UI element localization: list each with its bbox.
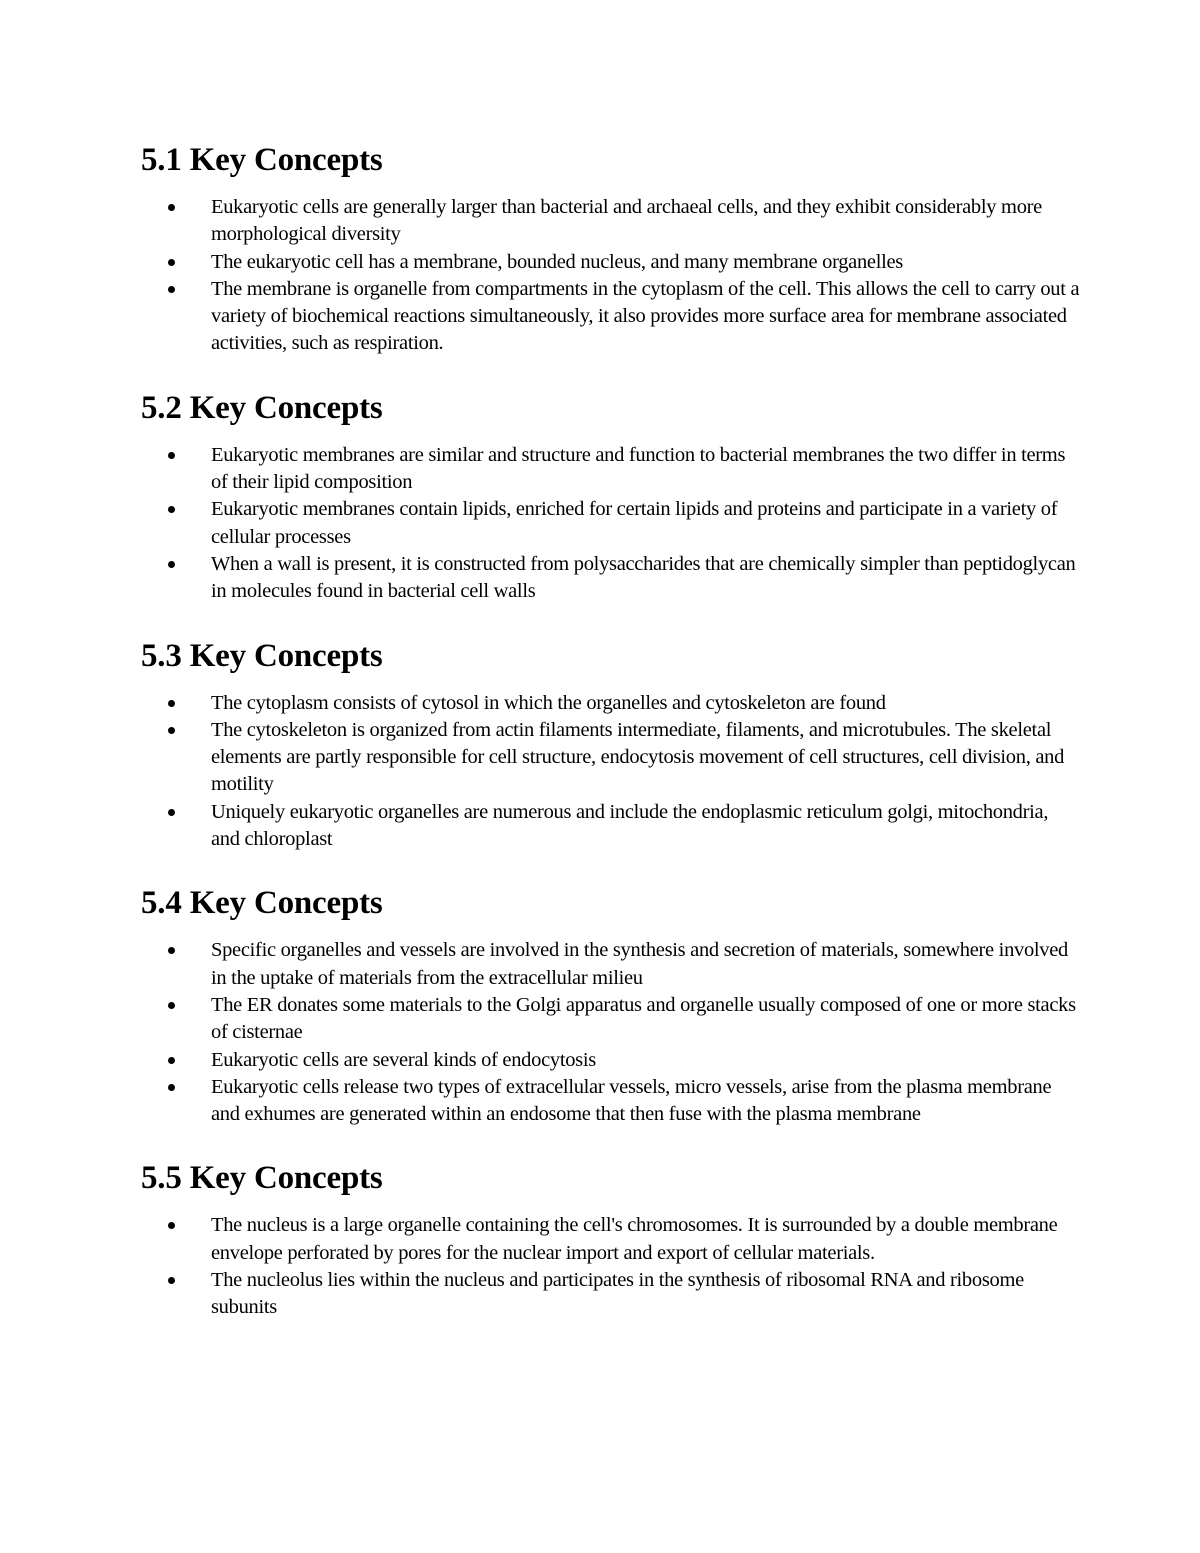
list-item [141, 690, 1081, 717]
list-item-text: Eukaryotic cells are several kinds of endocytosis [211, 1048, 596, 1071]
list-item [141, 194, 1081, 249]
bullet-icon [168, 1084, 175, 1091]
bullet-list [141, 937, 1081, 1128]
list-item-text: Eukaryotic membranes are similar and structure and function to bacterial membranes the two differ in terms of their lipid composition [211, 443, 1066, 494]
section-heading: 5.4 Key Concepts [141, 885, 383, 922]
bullet-icon [168, 1222, 175, 1229]
list-item-text: The nucleus is a large organelle containing the cell's chromosomes. It is surrounded by a double membrane envelope perforated by pores for the nuclear import and export of cellular materials. [211, 1214, 1058, 1264]
bullet-icon [168, 1057, 175, 1064]
list-item-text: Specific organelles and vessels are involved in the synthesis and secretion of materials, somewhere involved in the uptake of materials from the extracellular milieu [211, 939, 1069, 989]
list-item-text: Eukaryotic membranes contain lipids, enriched for certain lipids and proteins and participate in a variety of cellular processes [211, 498, 1058, 548]
section-heading: 5.2 Key Concepts [141, 389, 383, 426]
bullet-icon [168, 286, 175, 293]
list-item-text: The ER donates some materials to the Golgi apparatus and organelle usually composed of one or more stacks of cisternae [211, 993, 1076, 1044]
list-item [141, 249, 1081, 276]
bullet-icon [168, 1277, 175, 1284]
list-item-text: Uniquely eukaryotic organelles are numerous and include the endoplasmic reticulum golgi, mitochondria, and chloroplast [211, 800, 1049, 851]
list-item [141, 799, 1081, 854]
list-item-text: Eukaryotic cells release two types of extracellular vessels, micro vessels, arise from the plasma membrane and exhumes are generated within an endosome that then fuse with the plasma membrane [211, 1075, 1052, 1126]
section-heading: 5.1 Key Concepts [141, 142, 383, 178]
list-item [141, 496, 1081, 551]
list-item-text: Eukaryotic cells are generally larger than bacterial and archaeal cells, and they exhibit considerably more morphological diversity [211, 196, 1042, 246]
section-heading: 5.3 Key Concepts [141, 637, 383, 674]
section-5-3 [141, 634, 1081, 854]
list-item [141, 992, 1081, 1047]
list-item-text: When a wall is present, it is constructed from polysaccharides that are chemically simpler than peptidoglycan in molecules found in bacterial cell walls [211, 552, 1076, 603]
list-item [141, 551, 1081, 606]
section-5-2 [141, 386, 1081, 606]
bullet-list [141, 1212, 1081, 1321]
section-heading: 5.5 Key Concepts [141, 1160, 383, 1197]
bullet-icon [168, 259, 175, 266]
list-item [141, 1047, 1081, 1074]
section-5-1 [141, 138, 1081, 358]
section-5-5 [141, 1156, 1081, 1321]
list-item-text: The cytoskeleton is organized from actin filaments intermediate, filaments, and microtubules. The skeletal elements are partly responsible for cell structure, endocytosis movement of cell structures, cell division, and motility [211, 718, 1065, 796]
list-item [141, 1212, 1081, 1267]
list-item [141, 1267, 1081, 1322]
bullet-icon [168, 947, 175, 954]
bullet-icon [168, 204, 175, 211]
list-item [141, 1074, 1081, 1129]
list-item-text: The eukaryotic cell has a membrane, bounded nucleus, and many membrane organelles [211, 250, 903, 273]
list-item [141, 717, 1081, 799]
bullet-icon [168, 506, 175, 513]
list-item-text: The nucleolus lies within the nucleus and participates in the synthesis of ribosomal RNA and ribosome subunits [211, 1269, 1024, 1319]
bullet-icon [168, 700, 175, 707]
list-item [141, 937, 1081, 992]
list-item-text: The membrane is organelle from compartments in the cytoplasm of the cell. This allows the cell to carry out a variety of biochemical reactions simultaneously, it also provides more surface area for membrane associated activities, such as respiration. [211, 277, 1080, 355]
bullet-icon [168, 809, 175, 816]
bullet-icon [168, 1002, 175, 1009]
list-item [141, 276, 1081, 358]
bullet-list [141, 690, 1081, 854]
list-item-text: The cytoplasm consists of cytosol in which the organelles and cytoskeleton are found [211, 691, 886, 714]
section-5-4 [141, 881, 1081, 1128]
bullet-icon [168, 452, 175, 459]
list-item [141, 442, 1081, 497]
document-content [141, 138, 1081, 1350]
bullet-list [141, 194, 1081, 358]
bullet-list [141, 442, 1081, 606]
bullet-icon [168, 561, 175, 568]
bullet-icon [168, 727, 175, 734]
